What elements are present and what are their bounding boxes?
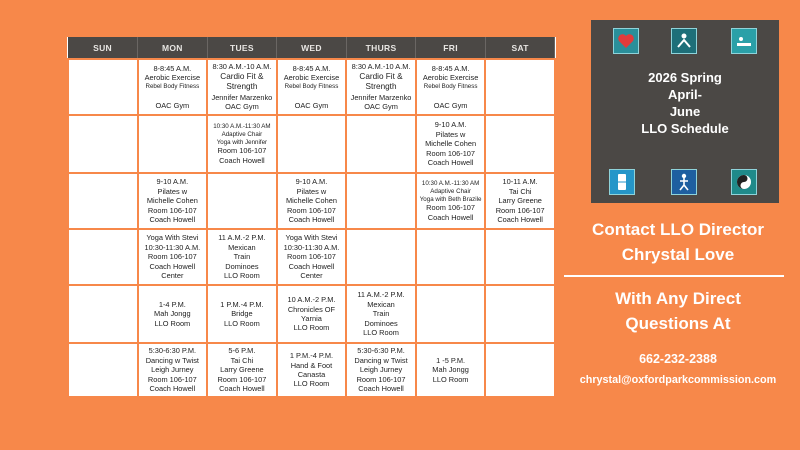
schedule-cell-tues [207,229,277,285]
dominoes-icon [609,169,635,195]
event-text: Dancing w Twist [145,355,199,365]
event-text: Room 106-107 [147,374,197,384]
event-text: Coach Howell [219,384,265,394]
event-text: Leigh Jurney [151,365,194,375]
event-text: Michelle Cohen [285,196,337,206]
event-text: Room 106-107 [287,252,336,262]
event-text: 9-10 A.M. [434,120,467,130]
event-text: Jennifer Marzenko [211,92,273,102]
schedule-cell-sun [68,229,138,285]
schedule-cell-mon [138,343,208,397]
pilates-icon [731,28,757,54]
heart-fitness-icon [613,28,639,54]
event-text: Jennifer Marzenko [350,92,412,102]
event-text: Pilates w [157,186,188,196]
event-text: Rebel Body Fitness [284,82,339,90]
day-header-tues: TUES [207,37,277,59]
event-text: Room 106-107 [217,374,267,384]
yoga-icon [671,28,697,54]
event-text: 11 A.M.-2 P.M. [357,290,405,300]
promo-title-line: LLO Schedule [641,120,729,136]
event-text: Room 106-107 [147,205,197,215]
event-text: OAC Gym [364,102,398,112]
event-text: OAC Gym [155,100,190,110]
schedule-cell-sat [485,115,555,173]
event-text: Coach Howell [149,384,196,394]
questions-line: Questions At [625,313,731,333]
schedule-row [68,173,555,229]
event-text: Michelle Cohen [146,196,198,206]
contact-heading [560,218,796,267]
schedule-cell-wed [277,343,347,397]
event-text: Michelle Cohen [425,139,477,149]
schedule-cell-sun [68,59,138,115]
event-text: Coach Howell [427,158,474,168]
schedule-body [68,59,555,397]
schedule-cell-wed [277,229,347,285]
schedule-cell-sun [68,173,138,229]
event-text: Yoga with Jennifer [216,138,268,146]
day-header-sat: SAT [485,37,555,59]
schedule-row [68,59,555,115]
schedule-cell-sun [68,343,138,397]
schedule-cell-sat [485,173,555,229]
event-text: OAC Gym [225,102,259,112]
event-text: Rebel Body Fitness [145,82,200,90]
schedule-cell-tues [207,173,277,229]
schedule-cell-thurs [346,285,416,343]
event-text: Mah Jongg [432,365,469,375]
contact-heading-line: Contact LLO Director [592,220,764,239]
event-text: Adaptive Chair [430,187,471,195]
schedule-cell-tues [207,59,277,115]
contact-heading-line: Chrystal Love [621,244,735,264]
promo-title-line: June [669,103,701,119]
event-text: Yoga with Beth Brazile [419,195,482,203]
event-text: Rebel Body Fitness [423,82,478,90]
event-text: Coach Howell [497,215,543,225]
event-text: LLO Room [224,271,260,281]
tai-chi-icon [731,169,757,195]
event-text: Bridge [231,309,253,319]
event-text: 8-8:45 A.M. [292,63,331,73]
event-text: Coach Howell [288,261,335,271]
event-text: Tai Chi [508,186,532,196]
event-text: Room 106-107 [147,252,197,262]
event-text: Larry Greene [220,365,264,375]
event-text: Room 106-107 [495,205,545,215]
schedule-cell-tues [207,115,277,173]
event-text: Cardio Fit & [220,71,264,81]
schedule-cell-wed [277,115,347,173]
schedule-cell-wed [277,285,347,343]
event-text: LLO Room [293,323,330,333]
schedule-cell-thurs [346,343,416,397]
event-text: Room 106-107 [356,374,406,384]
schedule-cell-thurs [346,115,416,173]
schedule-cell-fri [416,285,486,343]
event-text: LLO Room [432,374,469,384]
event-text: 5:30-6:30 P.M. [148,346,197,356]
dancing-icon [671,169,697,195]
schedule-row [68,343,555,397]
schedule-cell-sat [485,59,555,115]
schedule-cell-mon [138,285,208,343]
event-text: Yoga With Stevi [146,233,199,243]
schedule-cell-tues [207,343,277,397]
event-text: Tai Chi [230,355,254,365]
schedule-cell-mon [138,229,208,285]
event-text: Yarnia [301,314,322,323]
promo-title [591,70,779,138]
schedule-cell-fri [416,59,486,115]
event-text: Leigh Jurney [359,365,403,375]
schedule-cell-thurs [346,173,416,229]
day-header-fri: FRI [416,37,486,59]
schedule-row [68,115,555,173]
event-text: Dominoes [364,318,398,328]
event-text: Center [161,271,184,281]
schedule-cell-mon [138,173,208,229]
event-text: 1-4 P.M. [158,299,186,309]
questions-line: With Any Direct [615,289,741,308]
event-text: Pilates w [296,186,327,196]
schedule-cell-mon [138,115,208,173]
event-text: Room 106-107 [426,203,476,213]
schedule-cell-thurs [346,59,416,115]
event-text: Dancing w Twist [354,355,408,365]
event-text: Mah Jongg [154,309,191,319]
event-text: Coach Howell [288,215,335,225]
phone-number: 662-232-2388 [639,352,717,366]
promo-title-line: 2026 Spring [648,70,722,85]
event-text: 8:30 A.M.-10 A.M. [212,62,272,72]
event-text: OAC Gym [294,100,329,110]
schedule-cell-sun [68,115,138,173]
event-text: 10:30 A.M.-11:30 AM [213,122,271,130]
event-text: 11 A.M.-2 P.M. [218,233,266,243]
event-text: 10:30-11:30 A.M. [283,242,340,252]
event-text: 10:30-11:30 A.M. [144,242,201,252]
schedule-table [67,37,556,398]
day-header-sun: SUN [68,37,138,59]
event-text: Larry Greene [498,196,542,206]
schedule-cell-fri [416,173,486,229]
event-text: Cardio Fit & [359,71,403,81]
event-text: 8-8:45 A.M. [431,63,470,73]
event-text: Mexican [367,299,395,309]
event-text: Adaptive Chair [221,130,263,138]
event-text: 9-10 A.M. [156,177,189,187]
schedule-cell-thurs [346,229,416,285]
event-text: 5-6 P.M. [228,346,256,356]
schedule-cell-tues [207,285,277,343]
schedule-cell-mon [138,59,208,115]
event-text: Coach Howell [149,261,196,271]
event-text: Mexican [228,242,256,252]
event-text: LLO Room [154,318,191,328]
event-text: Strength [365,82,397,92]
event-text: Hand & Foot [290,360,333,370]
event-text: Aerobic Exercise [283,73,340,83]
event-text: Room 106-107 [217,146,267,156]
event-text: Chronicles OF [287,304,336,314]
event-text: LLO Room [224,318,260,328]
schedule-cell-sun [68,285,138,343]
event-text: 10 A.M.-2 P.M. [287,295,336,305]
event-text: Coach Howell [427,212,474,222]
event-text: Yoga With Stevi [285,233,338,243]
event-text: 8:30 A.M.-10 A.M. [351,62,411,72]
schedule-cell-wed [277,59,347,115]
promo-title-line: April- [668,86,702,102]
event-text: Coach Howell [358,384,404,394]
schedule-cell-wed [277,173,347,229]
event-text: Strength [226,82,258,92]
schedule-row [68,229,555,285]
event-text: Aerobic Exercise [144,73,201,83]
schedule-row [68,285,555,343]
day-header-mon: MON [138,37,208,59]
event-text: Train [233,252,251,262]
event-text: Aerobic Exercise [422,73,479,83]
promo-card [591,20,779,203]
email-address: chrystal@oxfordparkcommission.com [579,374,777,386]
day-header-thurs: THURS [346,37,416,59]
event-text: 9-10 A.M. [295,177,328,187]
schedule-cell-sat [485,229,555,285]
questions-text [560,287,796,336]
event-text: Room 106-107 [426,148,476,158]
event-text: Coach Howell [149,215,196,225]
event-text: Room 106-107 [287,205,336,215]
divider [564,275,784,277]
event-text: Canasta [297,370,326,379]
schedule-cell-fri [416,229,486,285]
event-text: 5:30-6:30 P.M. [357,346,405,356]
event-text: LLO Room [363,328,399,338]
day-header-row [68,37,555,59]
event-text: OAC Gym [433,100,468,110]
event-text: 10:30 A.M.-11:30 AM [421,179,480,187]
event-text: LLO Room [293,379,330,389]
event-text: Train [372,309,390,319]
event-text: Center [300,271,323,281]
event-text: Coach Howell [219,155,265,165]
schedule-cell-sat [485,285,555,343]
day-header-wed: WED [277,37,347,59]
event-text: 1 -5 P.M. [436,355,466,365]
schedule-cell-sat [485,343,555,397]
event-text: Dominoes [225,261,259,271]
event-text: Pilates w [435,129,466,139]
event-text: 10-11 A.M. [502,177,538,187]
event-text: 8-8:45 A.M. [153,63,192,73]
event-text: 1 P.M.-4 P.M. [220,299,264,309]
schedule-cell-fri [416,343,486,397]
event-text: 1 P.M.-4 P.M. [289,351,334,361]
schedule-cell-fri [416,115,486,173]
